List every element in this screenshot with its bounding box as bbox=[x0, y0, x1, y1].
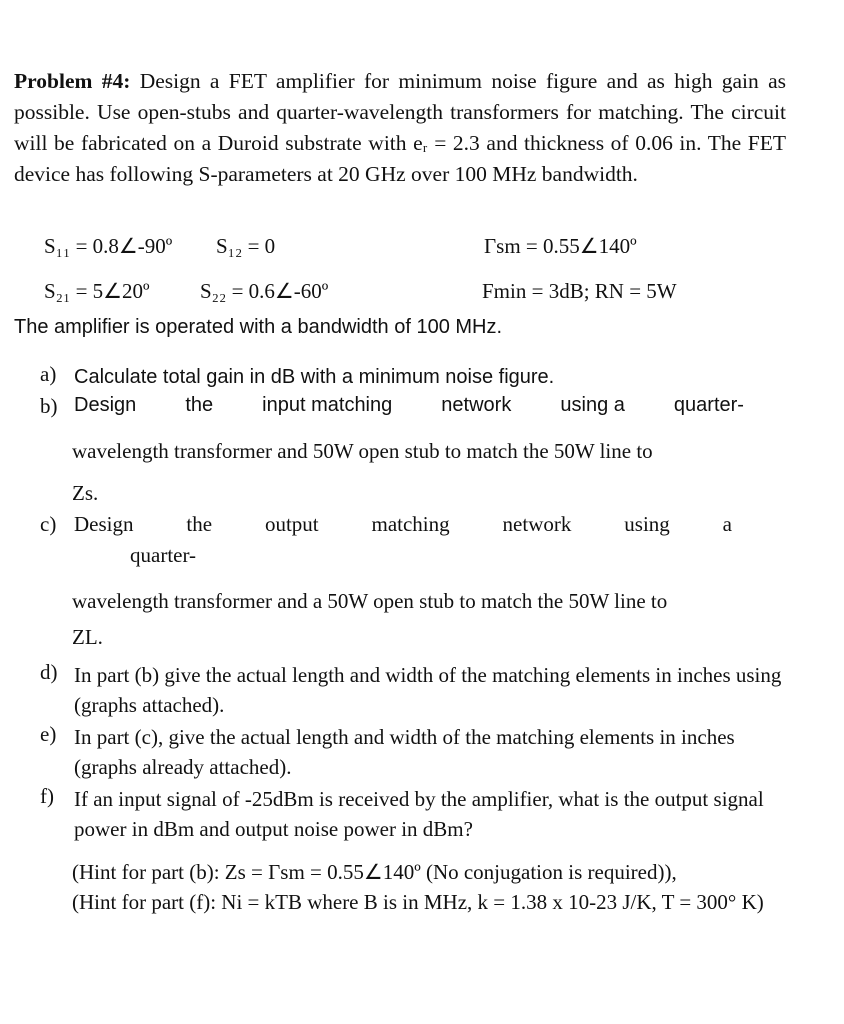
part-b-line2: wavelength transformer and 50W open stub to match the 50W line to bbox=[72, 439, 653, 463]
problem-intro bbox=[14, 66, 786, 190]
problem-title: Problem #4: bbox=[14, 69, 131, 93]
part-c-word-1: Design bbox=[74, 512, 134, 536]
part-c-label: c) bbox=[40, 512, 57, 536]
bandwidth-statement: The amplifier is operated with a bandwidth of 100 MHz. bbox=[14, 316, 503, 338]
part-c-word-2: the bbox=[186, 512, 213, 536]
part-d-label: d) bbox=[40, 660, 58, 684]
part-a-text: Calculate total gain in dB with a minimum noise figure. bbox=[74, 366, 555, 388]
part-f-label: f) bbox=[40, 784, 54, 808]
part-c-word-3: output bbox=[264, 512, 319, 536]
part-b-word-3: input matching bbox=[262, 394, 393, 416]
part-b-line1 bbox=[74, 394, 744, 417]
part-c-continuation: quarter- bbox=[130, 543, 197, 567]
part-b-word-6: quarter- bbox=[673, 394, 744, 416]
part-b-word-1: Design bbox=[74, 394, 137, 416]
part-c-word-5: network bbox=[502, 512, 572, 536]
param-gamma-sm: Γsm = 0.55∠140º bbox=[484, 234, 637, 258]
part-f-text: If an input signal of -25dBm is received by the amplifier, what is the output signal power in dBm and output noise power in dBm? bbox=[74, 787, 764, 841]
part-b-word-4: network bbox=[441, 394, 512, 416]
part-e-label: e) bbox=[40, 722, 57, 746]
part-b-word-5: using a bbox=[560, 394, 625, 416]
part-b-label: b) bbox=[40, 394, 58, 418]
part-e-text: In part (c), give the actual length and width of the matching elements in inches (graphs already attached). bbox=[74, 725, 735, 779]
param-fmin-rn: Fmin = 3dB; RN = 5W bbox=[482, 279, 677, 303]
problem-intro-text: Design a FET amplifier for minimum noise figure and as high gain as possible. Use open-stubs and quarter-wavelength transformers for matching. The circuit will be fabricated on a Duroid substrate with eᵣ = 2.3 and thickness of 0.06 in. The FET device has following S-parameters at 20 GHz over 100 MHz bandwidth. bbox=[14, 69, 786, 186]
part-a-label: a) bbox=[40, 362, 57, 386]
part-c-line2: wavelength transformer and a 50W open stub to match the 50W line to bbox=[72, 589, 668, 613]
part-c-line3: ZL. bbox=[72, 625, 103, 649]
part-c-word-4: matching bbox=[371, 512, 450, 536]
part-d-text: In part (b) give the actual length and width of the matching elements in inches using (graphs attached). bbox=[74, 663, 782, 717]
part-c-word-6: using bbox=[624, 512, 670, 536]
part-b-line3: Zs. bbox=[72, 481, 99, 505]
part-c-word-7: a bbox=[722, 512, 732, 536]
param-s12: S₁₂ = 0 bbox=[216, 234, 276, 258]
param-s21: S₂₁ = 5∠20º bbox=[44, 279, 150, 303]
param-s11: S₁₁ = 0.8∠-90º bbox=[44, 234, 173, 258]
hint-part-b: (Hint for part (b): Zs = Γsm = 0.55∠140º (No conjugation is required)), bbox=[72, 860, 677, 884]
part-b-word-2: the bbox=[185, 394, 214, 416]
hint-part-f: (Hint for part (f): Ni = kTB where B is in MHz, k = 1.38 x 10-23 J/K, T = 300° K) bbox=[72, 890, 764, 914]
param-s22: S₂₂ = 0.6∠-60º bbox=[200, 279, 329, 303]
part-c-line1 bbox=[74, 512, 732, 537]
